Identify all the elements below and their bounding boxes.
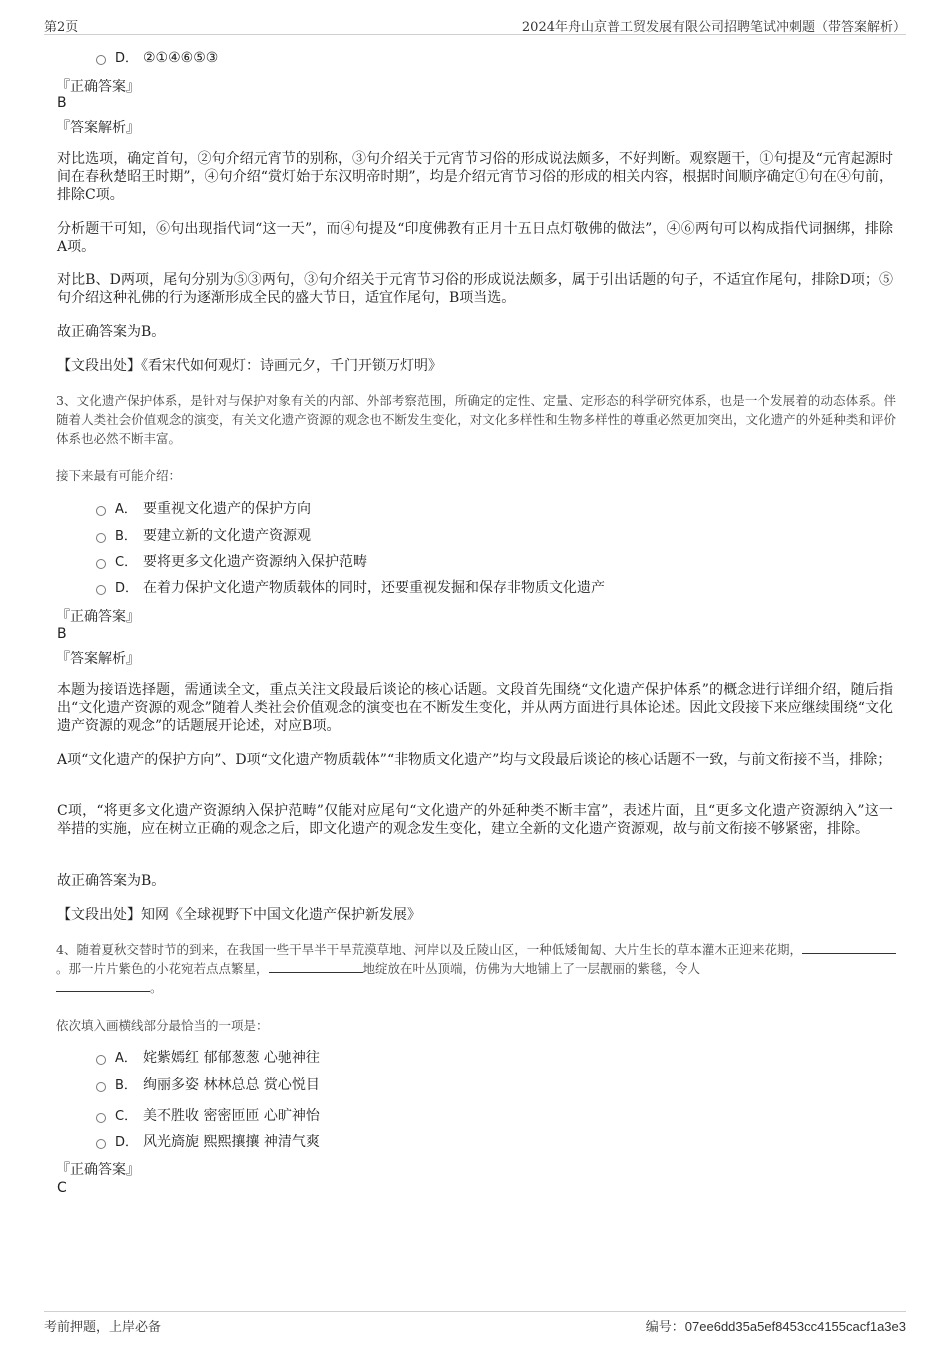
analysis-paragraph: 本题为接语选择题，需通读全文，重点关注文段最后谈论的核心话题。文段首先围绕“文化遗产保护体系”的概念进行详细介绍，随后指出“文化遗产资源的观念”随着人类社会价值观念的演变也在不断发生变化，并从两方面进行具体论述。因此文段接下来应继续围绕“文化遗产资源的观念”的话题展开论述，对应B项。 xyxy=(57,682,893,734)
radio-icon[interactable] xyxy=(96,55,106,65)
source-citation: 【文段出处】知网《全球视野下中国文化遗产保护新发展》 xyxy=(57,907,421,923)
analysis-paragraph: 分析题干可知，⑥句出现指代词“这一天”，而④句提及“印度佛教有正月十五日点灯敬佛的做法”，④⑥两句可以构成指代词捆绑，排除A项。 xyxy=(57,221,893,255)
radio-icon[interactable] xyxy=(96,1055,106,1065)
answer-label: 『正确答案』 xyxy=(56,79,140,95)
question-stem: 4、随着夏秋交替时节的到来，在我国一些干旱半干旱荒漠草地、河岸以及丘陵山区，一种低矮匍匐、大片生长的草本灌木正迎来花期，。那一片片紫色的小花宛若点点繁星， 地绽放在叶丛顶端，仿佛为大地铺上了一层靓丽的紫毯，令人 。 xyxy=(56,940,896,997)
q4-option-d[interactable]: D． 风光旖旎 熙熙攘攘 神清气爽 xyxy=(96,1132,320,1152)
answer-label: 『正确答案』 xyxy=(56,1162,140,1178)
analysis-paragraph: 对比选项，确定首句，②句介绍元宵节的别称，③句介绍关于元宵节习俗的形成说法颇多，不好判断。观察题干，①句提及“元宵起源时间在春秋楚昭王时期”，④句介绍“赏灯始于东汉明帝时期”，均是介绍元宵节习俗的形成的相关内容，根据时间顺序确定①句在④句前，排除C项。 xyxy=(57,151,893,203)
analysis-label: 『答案解析』 xyxy=(56,651,140,667)
answer-label: 『正确答案』 xyxy=(56,609,140,625)
analysis-conclusion: 故正确答案为B。 xyxy=(57,324,166,340)
radio-icon[interactable] xyxy=(96,1082,106,1092)
q4-option-a[interactable]: A． 姹紫嫣红 郁郁葱葱 心驰神往 xyxy=(96,1048,320,1068)
fill-blank-3[interactable] xyxy=(56,979,150,992)
radio-icon[interactable] xyxy=(96,559,106,569)
fill-blank-2[interactable] xyxy=(269,960,363,973)
question-prompt: 依次填入画横线部分最恰当的一项是： xyxy=(56,1018,269,1033)
q4-option-c[interactable]: C． 美不胜收 密密匝匝 心旷神怡 xyxy=(96,1106,320,1126)
analysis-paragraph: C项，“将更多文化遗产资源纳入保护范畴”仅能对应尾句“文化遗产的外延种类不断丰富”，表述片面，且“更多文化遗产资源纳入”这一举措的实施，应在树立正确的观念之后，即文化遗产的观念发生变化，建立全新的文化遗产资源观，故与前文衔接不够紧密，排除。 xyxy=(57,803,893,837)
fill-blank-1[interactable] xyxy=(802,941,896,954)
q3-option-b[interactable]: B． 要建立新的文化遗产资源观 xyxy=(96,526,311,546)
analysis-paragraph: A项“文化遗产的保护方向”、D项“文化遗产物质载体”“非物质文化遗产”均与文段最后谈论的核心话题不一致，与前文衔接不当，排除； xyxy=(57,752,892,768)
q3-option-a[interactable]: A． 要重视文化遗产的保护方向 xyxy=(96,499,311,519)
document-code: 编号：07ee6dd35a5ef8453cc4155cacf1a3e3 xyxy=(645,1319,906,1335)
question-stem: 3、文化遗产保护体系，是针对与保护对象有关的内部、外部考察范围，所确定的定性、定量、定形态的科学研究体系，也是一个发展着的动态体系。伴随着人类社会价值观念的演变，有关文化遗产资源的观念也不断发生变化，对文化多样性和生物多样性的尊重必然更加突出，文化遗产的外延种类和评价体系也必然不断丰富。 xyxy=(56,393,896,446)
question-prompt: 接下来最有可能介绍： xyxy=(56,468,182,483)
q2-option-d[interactable]: D． ②①④⑥⑤③ xyxy=(96,48,218,68)
q3-option-d[interactable]: D． 在着力保护文化遗产物质载体的同时，还要重视发掘和保存非物质文化遗产 xyxy=(96,578,605,598)
q3-option-c[interactable]: C． 要将更多文化遗产资源纳入保护范畴 xyxy=(96,552,367,572)
analysis-label: 『答案解析』 xyxy=(56,120,140,136)
correct-answer: B xyxy=(57,626,67,642)
document-title: 2024年舟山京普工贸发展有限公司招聘笔试冲刺题（带答案解析） xyxy=(521,20,906,35)
radio-icon[interactable] xyxy=(96,506,106,516)
correct-answer: C xyxy=(57,1180,67,1196)
radio-icon[interactable] xyxy=(96,533,106,543)
analysis-conclusion: 故正确答案为B。 xyxy=(57,873,166,889)
q4-option-b[interactable]: B． 绚丽多姿 林林总总 赏心悦目 xyxy=(96,1075,320,1095)
source-citation: 【文段出处】《看宋代如何观灯：诗画元夕，千门开锁万灯明》 xyxy=(57,358,442,374)
radio-icon[interactable] xyxy=(96,1113,106,1123)
analysis-paragraph: 对比B、D两项，尾句分别为⑤③两句，③句介绍关于元宵节习俗的形成说法颇多，属于引出话题的句子，不适宜作尾句，排除D项；⑤句介绍这种礼佛的行为逐渐形成全民的盛大节日，适宜作尾句，B项当选。 xyxy=(57,272,893,306)
page-header xyxy=(44,14,906,35)
footer-slogan: 考前押题，上岸必备 xyxy=(44,1320,162,1335)
page-footer xyxy=(44,1311,906,1336)
radio-icon[interactable] xyxy=(96,585,106,595)
page-number: 第2页 xyxy=(44,20,79,35)
radio-icon[interactable] xyxy=(96,1139,106,1149)
correct-answer: B xyxy=(57,95,67,111)
